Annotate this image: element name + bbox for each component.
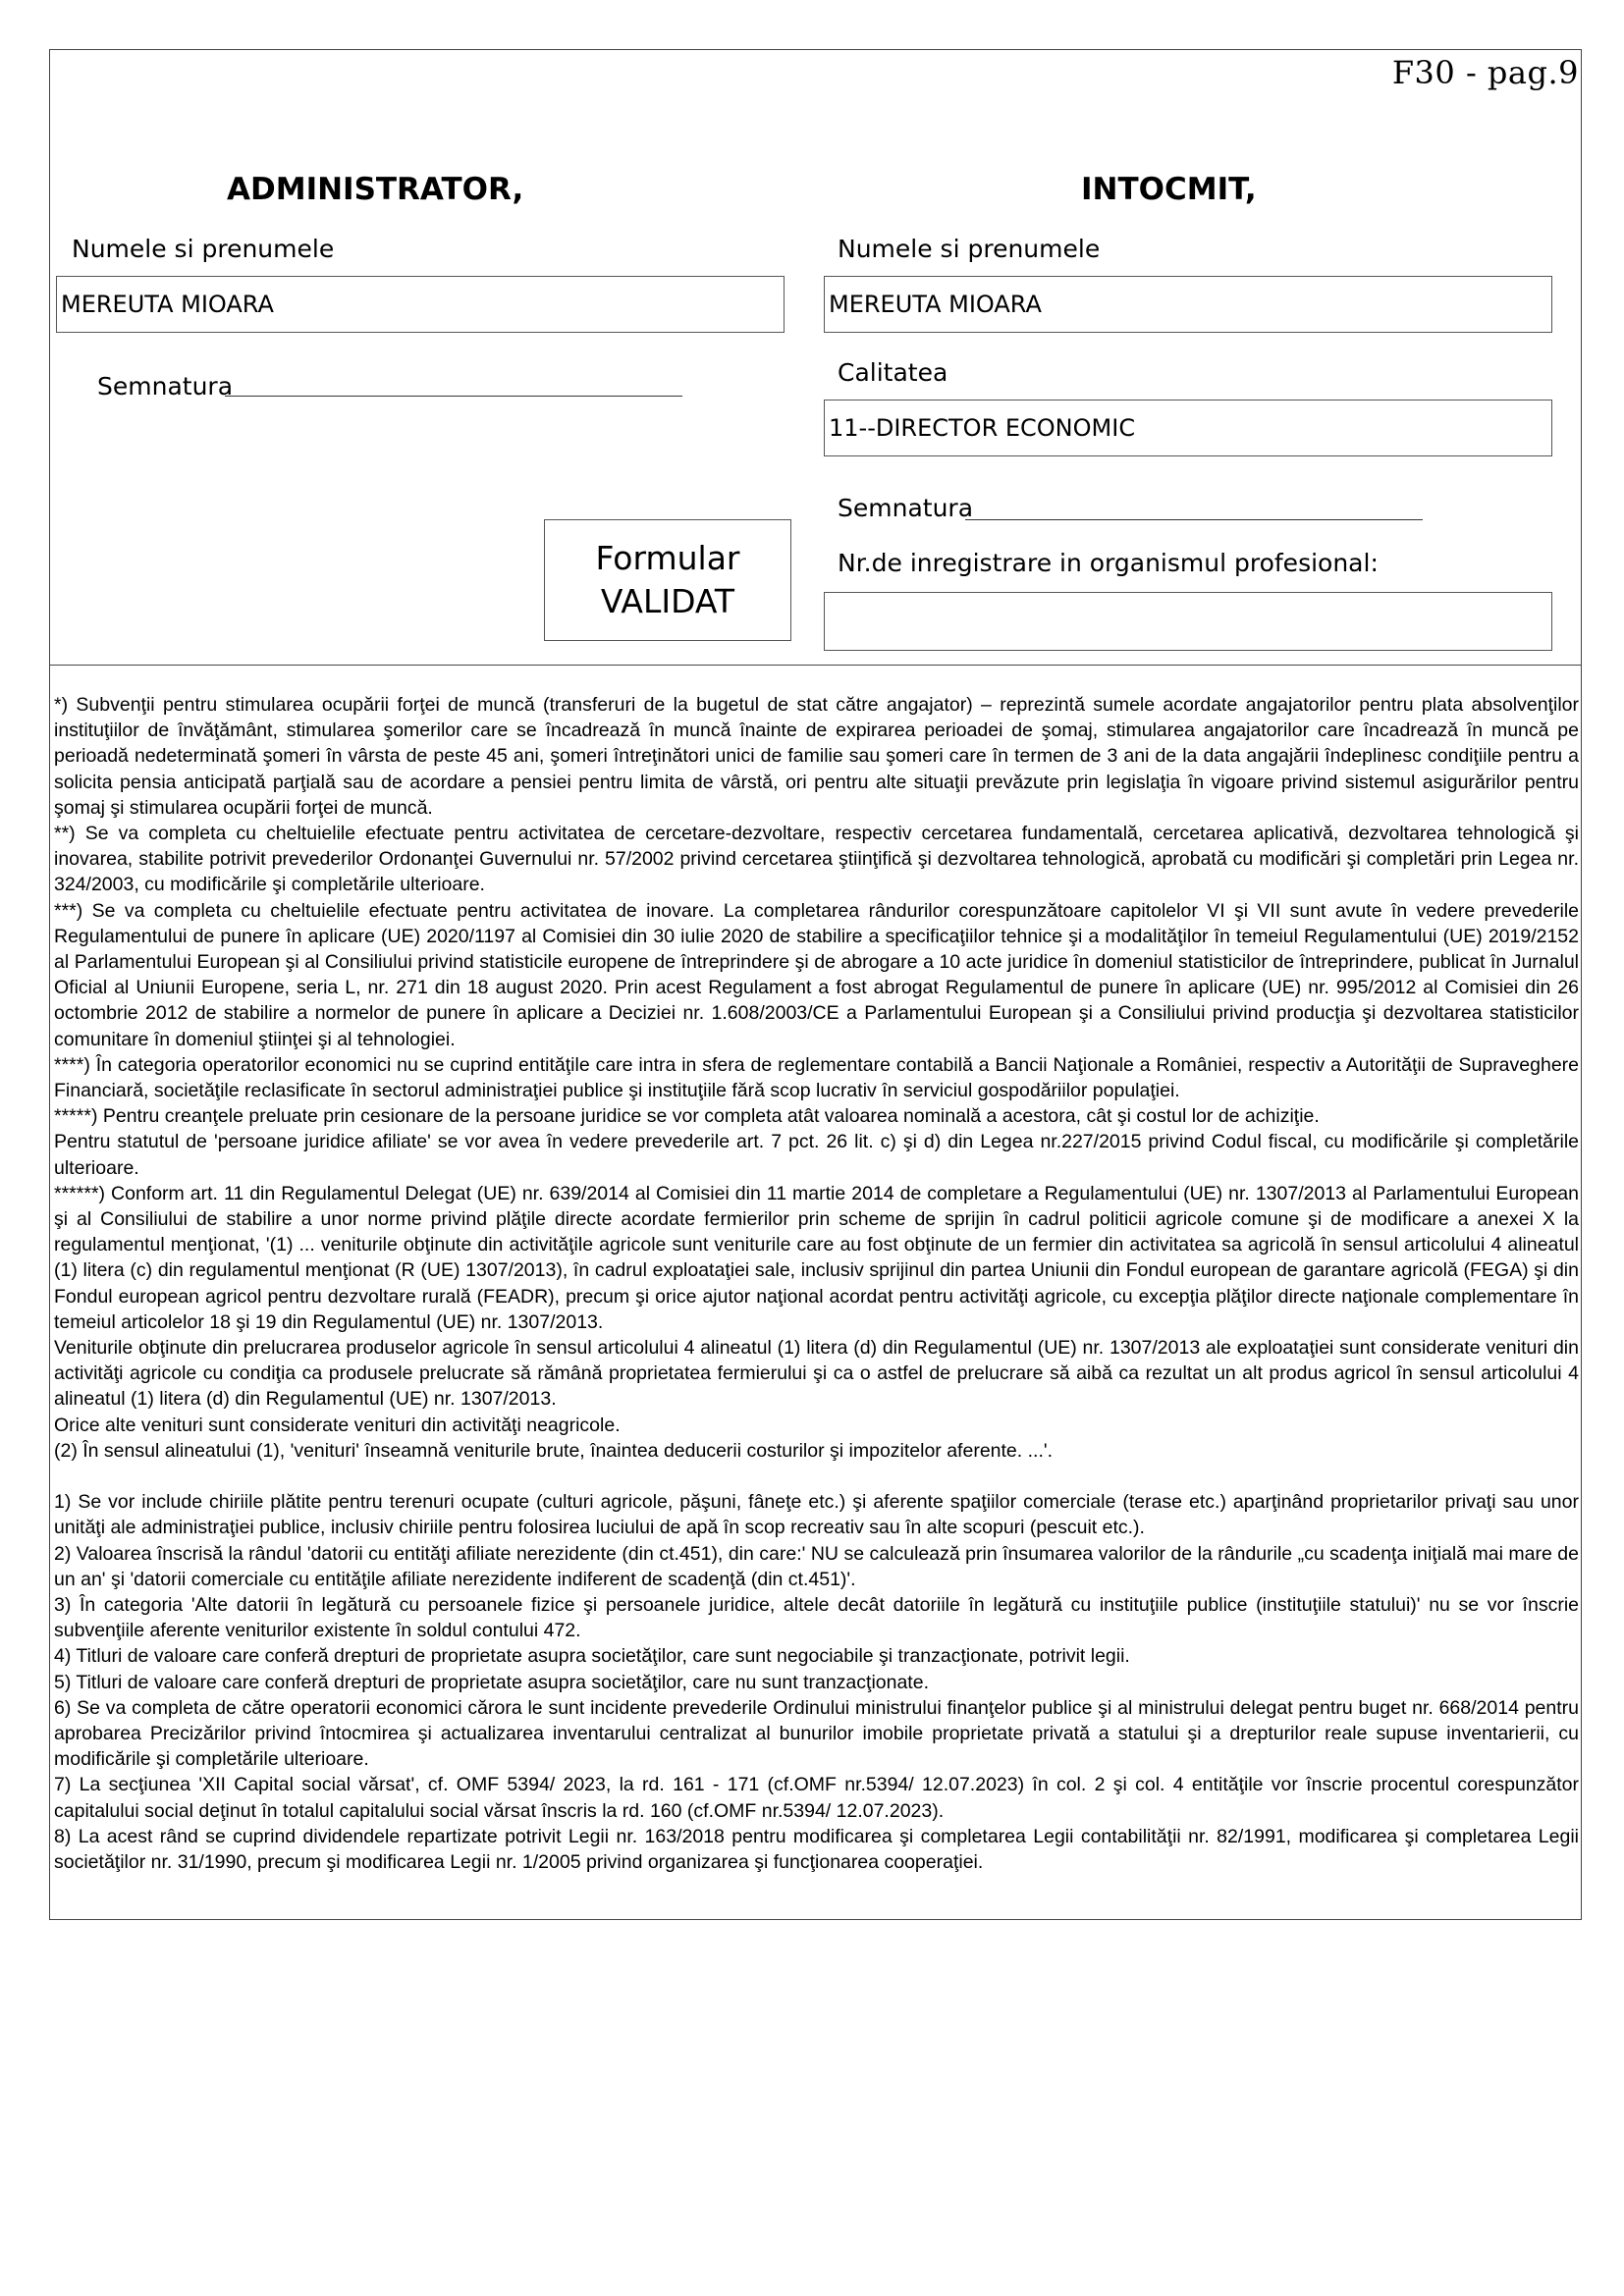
stamp-line-2: VALIDAT — [600, 582, 735, 620]
form-frame — [49, 49, 1582, 1920]
registration-field[interactable] — [824, 592, 1552, 651]
intocmit-signature-label: Semnatura — [838, 494, 974, 522]
page-number: F30 - pag.9 — [1391, 54, 1579, 91]
header-separator — [50, 665, 1581, 666]
note-14: 4) Titluri de valoare care conferă drepturi de proprietate asupra societăţilor, care sunt negociabile şi tranzacţionate, potrivit legii. — [54, 1645, 1130, 1668]
administrator-name-label: Numele si prenumele — [72, 235, 335, 263]
note-10: (2) În sensul alineatului (1), 'venituri' înseamnă veniturile brute, înaintea deducerii costurilor şi impozitelor aferente. ...'. — [54, 1439, 1053, 1462]
note-16: 6) Se va completa de către operatorii economici cărora le sunt incidente prevederile Ordinului ministrului finanţelor publice şi al ministrului delegat pentru buget nr. 668/2014 pentru aprobarea Precizărilor privind întocmirea şi actualizarea inventarului centralizat al bunurilor imobile proprietate privată a statului şi a drepturilor reale supuse inventarierii, cu modificările şi completările ulterioare. — [54, 1696, 1579, 1771]
administrator-signature-label: Semnatura — [97, 372, 234, 400]
intocmit-quality-label: Calitatea — [838, 358, 948, 387]
note-8: Veniturile obţinute din prelucrarea produselor agricole în sensul articolului 4 alineatul (1) litera (d) din Regulamentul (UE) nr. 1307/2013 ale exploataţiei sunt considerate venituri din activităţi agricole cu condiţia ca produsele prelucrate să rămână proprietatea fermierului şi ca o astfel de prelucrare să aibă ca rezultat un alt produs agricol în sensul articolului 4 alineatul (1) litera (d) din Regulamentul (UE) nr. 1307/2013. — [54, 1337, 1579, 1411]
footnotes — [54, 692, 1579, 1875]
note-13: 3) În categoria 'Alte datorii în legătură cu persoanele fizice şi persoanele juridice, altele decât datoriile în legătură cu instituţiile publice (instituţiile statului)' nu se vor înscrie subvenţiile aferente veniturilor existente în soldul contului 472. — [54, 1593, 1579, 1642]
note-5: *****) Pentru creanţele preluate prin cesionare de la persoane juridice se vor completa atât valoarea nominală a acestora, cât şi costul lor de achiziţie. — [54, 1105, 1320, 1128]
registration-label: Nr.de inregistrare in organismul profesional: — [838, 549, 1379, 577]
note-spacer — [54, 1464, 1579, 1489]
note-15: 5) Titluri de valoare care conferă drepturi de proprietate asupra societăţilor, care nu sunt tranzacţionate. — [54, 1671, 929, 1693]
note-3: ***) Se va completa cu cheltuielile efectuate pentru activitatea de inovare. La completarea rândurilor corespunzătoare capitolelor VI şi VII sunt avute în vedere prevederile Regulamentului de punere în aplicare (UE) 2020/1197 al Comisiei din 30 iulie 2020 de stabilire a specificaţiilor tehnice şi a modalităţilor în temeiul Regulamentului (UE) 2019/2152 al Parlamentului European şi al Consiliului privind statisticile europene de întreprindere şi de abrogare a 10 acte juridice în domeniul statisticilor de întreprindere, publicat în Jurnalul Oficial al Uniunii Europene, seria L, nr. 271 din 18 august 2020. Prin acest Regulament a fost abrogat Regulamentul de punere în aplicare (UE) nr. 995/2012 al Comisiei din 26 octombrie 2012 de stabilire a normelor de punere în aplicare a Deciziei nr. 1.608/2003/CE a Parlamentului European şi a Consiliului privind producţia şi dezvoltarea statisticilor comunitare în domeniul ştiinţei şi al tehnologiei. — [54, 899, 1579, 1050]
intocmit-name-label: Numele si prenumele — [838, 235, 1101, 263]
note-4: ****) În categoria operatorilor economici nu se cuprind entităţile care intra in sfera de reglementare contabilă a Bancii Naţionale a României, respectiv a Autorităţii de Supraveghere Financiară, societăţile reclasificate în sectorul administraţiei publice şi instituţiile fără scop lucrativ în serviciul gospodăriilor populaţiei. — [54, 1053, 1579, 1102]
note-2: **) Se va completa cu cheltuielile efectuate pentru activitatea de cercetare-dezvoltare, respectiv cercetarea fundamentală, cercetarea aplicativă, dezvoltarea tehnologică şi inovarea, stabilite potrivit prevederilor Ordonanţei Guvernului nr. 57/2002 privind cercetarea ştiinţifică şi dezvoltarea tehnologică, aprobată cu modificări şi completări prin Legea nr. 324/2003, cu modificările şi completările ulterioare. — [54, 823, 1579, 896]
administrator-title: ADMINISTRATOR, — [227, 172, 524, 207]
validated-stamp — [544, 519, 791, 641]
note-17: 7) La secţiunea 'XII Capital social vărsat', cf. OMF 5394/ 2023, la rd. 161 - 171 (cf.OMF nr.5394/ 12.07.2023) în col. 2 şi col. 4 entităţile vor înscrie procentul corespunzător capitalului social deţinut în totalul capitalului social vărsat înscris la rd. 160 (cf.OMF nr.5394/ 12.07.2023). — [54, 1774, 1579, 1822]
note-11: 1) Se vor include chiriile plătite pentru terenuri ocupate (culturi agricole, păşuni, fâneţe etc.) şi aferente spaţiilor comerciale (terase etc.) aparţinând proprietarilor privaţi sau unor unităţi ale administraţiei publice, inclusiv chiriile pentru folosirea luciului de apă în scop recreativ sau în alte scopuri (pescuit etc.). — [54, 1491, 1579, 1539]
note-6: Pentru statutul de 'persoane juridice afiliate' se vor avea în vedere prevederile art. 7 pct. 26 lit. c) şi d) din Legea nr.227/2015 privind Codul fiscal, cu modificările şi completările ulterioare. — [54, 1131, 1579, 1179]
note-18: 8) La acest rând se cuprind dividendele repartizate potrivit Legii nr. 163/2018 pentru modificarea şi completarea Legii contabilităţii nr. 82/1991, modificarea şi completarea Legii societăţilor nr. 31/1990, precum şi modificarea Legii nr. 1/2005 privind organizarea şi funcţionarea cooperaţiei. — [54, 1825, 1579, 1873]
note-9: Orice alte venituri sunt considerate venituri din activităţi neagricole. — [54, 1414, 621, 1436]
administrator-signature-line[interactable] — [225, 396, 682, 397]
note-1: *) Subvenţii pentru stimularea ocupării forţei de muncă (transferuri de la bugetul de stat către angajator) – reprezintă sumele acordate angajatorilor pentru plata absolvenţilor instituţiilor de învăţământ, stimularea şomerilor care se încadrează în muncă înainte de expirarea perioadei de şomaj, stimularea angajatorilor care încadrează în muncă pe perioadă nedeterminată şomeri în vârsta de peste 45 ani, şomeri întreţinători unici de familie sau şomeri care în termen de 3 ani de la data angajării îndeplinesc condiţiile pentru a solicita pensia anticipată parţială sau de acordare a pensiei pentru limita de vârstă, ori pentru alte situaţii prevăzute prin legislaţia în vigoare privind sistemul asigurărilor pentru şomaj şi stimularea ocupării forţei de muncă. — [54, 694, 1579, 819]
stamp-line-1: Formular — [595, 539, 740, 577]
intocmit-quality-field[interactable]: 11--DIRECTOR ECONOMIC — [824, 400, 1552, 456]
intocmit-title: INTOCMIT, — [1081, 172, 1257, 207]
note-7: ******) Conform art. 11 din Regulamentul Delegat (UE) nr. 639/2014 al Comisiei din 11 martie 2014 de completare a Regulamentului (UE) nr. 1307/2013 al Parlamentului European şi al Consiliului de stabilire a unor norme privind plăţile directe acordate fermierilor prin scheme de sprijin în cadrul politicii agricole comune şi de modificare a anexei X la regulamentul menţionat, '(1) ... veniturile obţinute din activităţile agricole sunt veniturile care au fost obţinute de un fermier din activitatea sa agricolă în sensul articolului 4 alineatul (1) litera (c) din regulamentul menţionat (R (UE) 1307/2013), în cadrul exploataţiei sale, inclusiv sprijinul din partea Uniunii din Fondul european de garantare agricolă (FEGA) şi din Fondul european agricol pentru dezvoltare rurală (FEADR), precum şi orice ajutor naţional acordat pentru activităţi agricole, cu excepţia plăţilor directe naţionale complementare în temeiul articolelor 18 şi 19 din Regulamentul (UE) nr. 1307/2013. — [54, 1182, 1579, 1333]
note-12: 2) Valoarea înscrisă la rândul 'datorii cu entităţi afiliate nerezidente (din ct.451), din care:' NU se calculează prin însumarea valorilor de la rândurile „cu scadenţa iniţială mai mare de un an' şi 'datorii comerciale cu entităţile afiliate nerezidente indiferent de scadenţă (din ct.451)'. — [54, 1542, 1579, 1590]
intocmit-signature-line[interactable] — [965, 519, 1423, 520]
intocmit-name-field[interactable]: MEREUTA MIOARA — [824, 276, 1552, 333]
administrator-name-field[interactable]: MEREUTA MIOARA — [56, 276, 785, 333]
